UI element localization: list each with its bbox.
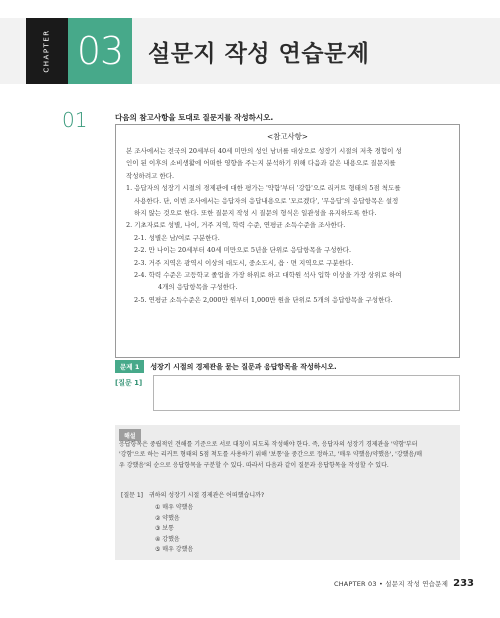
page-number: 233	[453, 578, 474, 589]
chapter-title: 설문지 작성 연습문제	[148, 40, 370, 67]
chapter-label-wrap	[26, 18, 68, 84]
reference-line: 작성하려고 한다.	[126, 171, 175, 180]
reference-line: 1. 응답자의 성장기 시절의 경제관에 대한 평가는 '약함'부터 '강함'으로 리커트 형태의 5점 척도를	[126, 184, 401, 193]
example-option: ⑤ 매우 강했음	[155, 546, 194, 554]
example-option: ④ 강했음	[155, 535, 180, 543]
reference-line: 2-4. 학력 수준은 고등학교 졸업을 가장 하위로 하고 대학원 석사 입학 이상을 가장 상위로 하여	[134, 271, 402, 280]
example-option: ③ 보통	[155, 525, 174, 533]
explanation-line: 응답항목은 중립적인 견해를 기준으로 서로 대칭이 되도록 작성해야 한다. 즉, 응답자의 성장기 경제관을 '약함'부터	[119, 441, 418, 448]
explanation-line: '강함'으로 하는 리커트 형태의 5점 척도를 사용하기 위해 '보통'을 중간으로 정하고, '매우 약했음/약했음', '강했음/매	[119, 451, 423, 459]
explanation-text	[119, 440, 455, 471]
problem-text: 성장기 시절의 경제관을 묻는 질문과 응답항목을 작성하시오.	[150, 362, 337, 371]
explanation-badge: 해설	[119, 429, 141, 441]
reference-text	[126, 145, 449, 306]
example-question-label: [질문 1]	[121, 492, 143, 499]
answer-box[interactable]	[153, 375, 460, 411]
explanation-box	[115, 425, 460, 560]
reference-line: 사용한다. 단, 이번 조사에서는 응답자의 응답내용으로 '모르겠다', '무응답'의 응답항목은 설정	[134, 196, 399, 205]
answer-label: [질문 1]	[115, 379, 143, 387]
reference-title: <참고사항>	[267, 132, 308, 141]
footer-label: CHAPTER 03 • 설문지 작성 연습문제	[333, 580, 449, 588]
chapter-header	[0, 18, 500, 84]
problem-line	[115, 360, 337, 373]
example-options	[155, 503, 193, 556]
reference-line: 본 조사에서는 전국의 20세부터 40세 미만의 성인 남녀를 대상으로 성장기 시절의 저축 경험이 성	[126, 147, 402, 155]
example-option: ② 약했음	[155, 514, 180, 522]
reference-line: 4개의 응답항목을 구성한다.	[158, 283, 238, 292]
problem-badge: 문제 1	[115, 360, 144, 373]
example-option: ① 매우 약했음	[155, 504, 194, 511]
example-question-text: 귀하의 성장기 시절 경제관은 어떠했습니까?	[149, 492, 265, 499]
reference-box	[115, 124, 460, 358]
reference-line: 인이 된 이후의 소비생활에 어떠한 영향을 주는지 분석하기 위해 다음과 같은 내용으로 질문지를	[126, 159, 396, 168]
explanation-line: 우 강했음'의 순으로 응답항목을 구분할 수 있다. 따라서 다음과 같이 질문과 응답항목을 작성할 수 있다.	[119, 461, 389, 469]
chapter-label: CHAPTER	[43, 29, 52, 73]
reference-line: 2. 기초자료로 성별, 나이, 거주 지역, 학력 수준, 연평균 소득수준을 조사한다.	[126, 221, 346, 230]
reference-line: 하지 않는 것으로 한다. 또한 질문지 작성 시 질문의 형식은 일관성을 유지하도록 한다.	[134, 209, 377, 218]
question-prompt: 다음의 참고사항을 토대로 질문지를 작성하시오.	[115, 113, 274, 122]
reference-line: 2-3. 거주 지역은 광역시 이상의 대도시, 중소도시, 읍 · 면 지역으로 구분한다.	[134, 258, 354, 267]
chapter-number: 03	[76, 29, 124, 73]
reference-line: 2-1. 성별은 남/여로 구분한다.	[134, 233, 220, 242]
question-number: 01	[62, 108, 88, 132]
reference-line: 2-5. 연평균 소득수준은 2,000만 원부터 1,000만 원을 단위로 5개의 응답항목을 구성한다.	[134, 295, 393, 304]
reference-line: 2-2. 만 나이는 20세부터 40세 미만으로 5년을 단위로 응답항목을 구성한다.	[134, 246, 352, 255]
page-footer	[334, 578, 474, 589]
